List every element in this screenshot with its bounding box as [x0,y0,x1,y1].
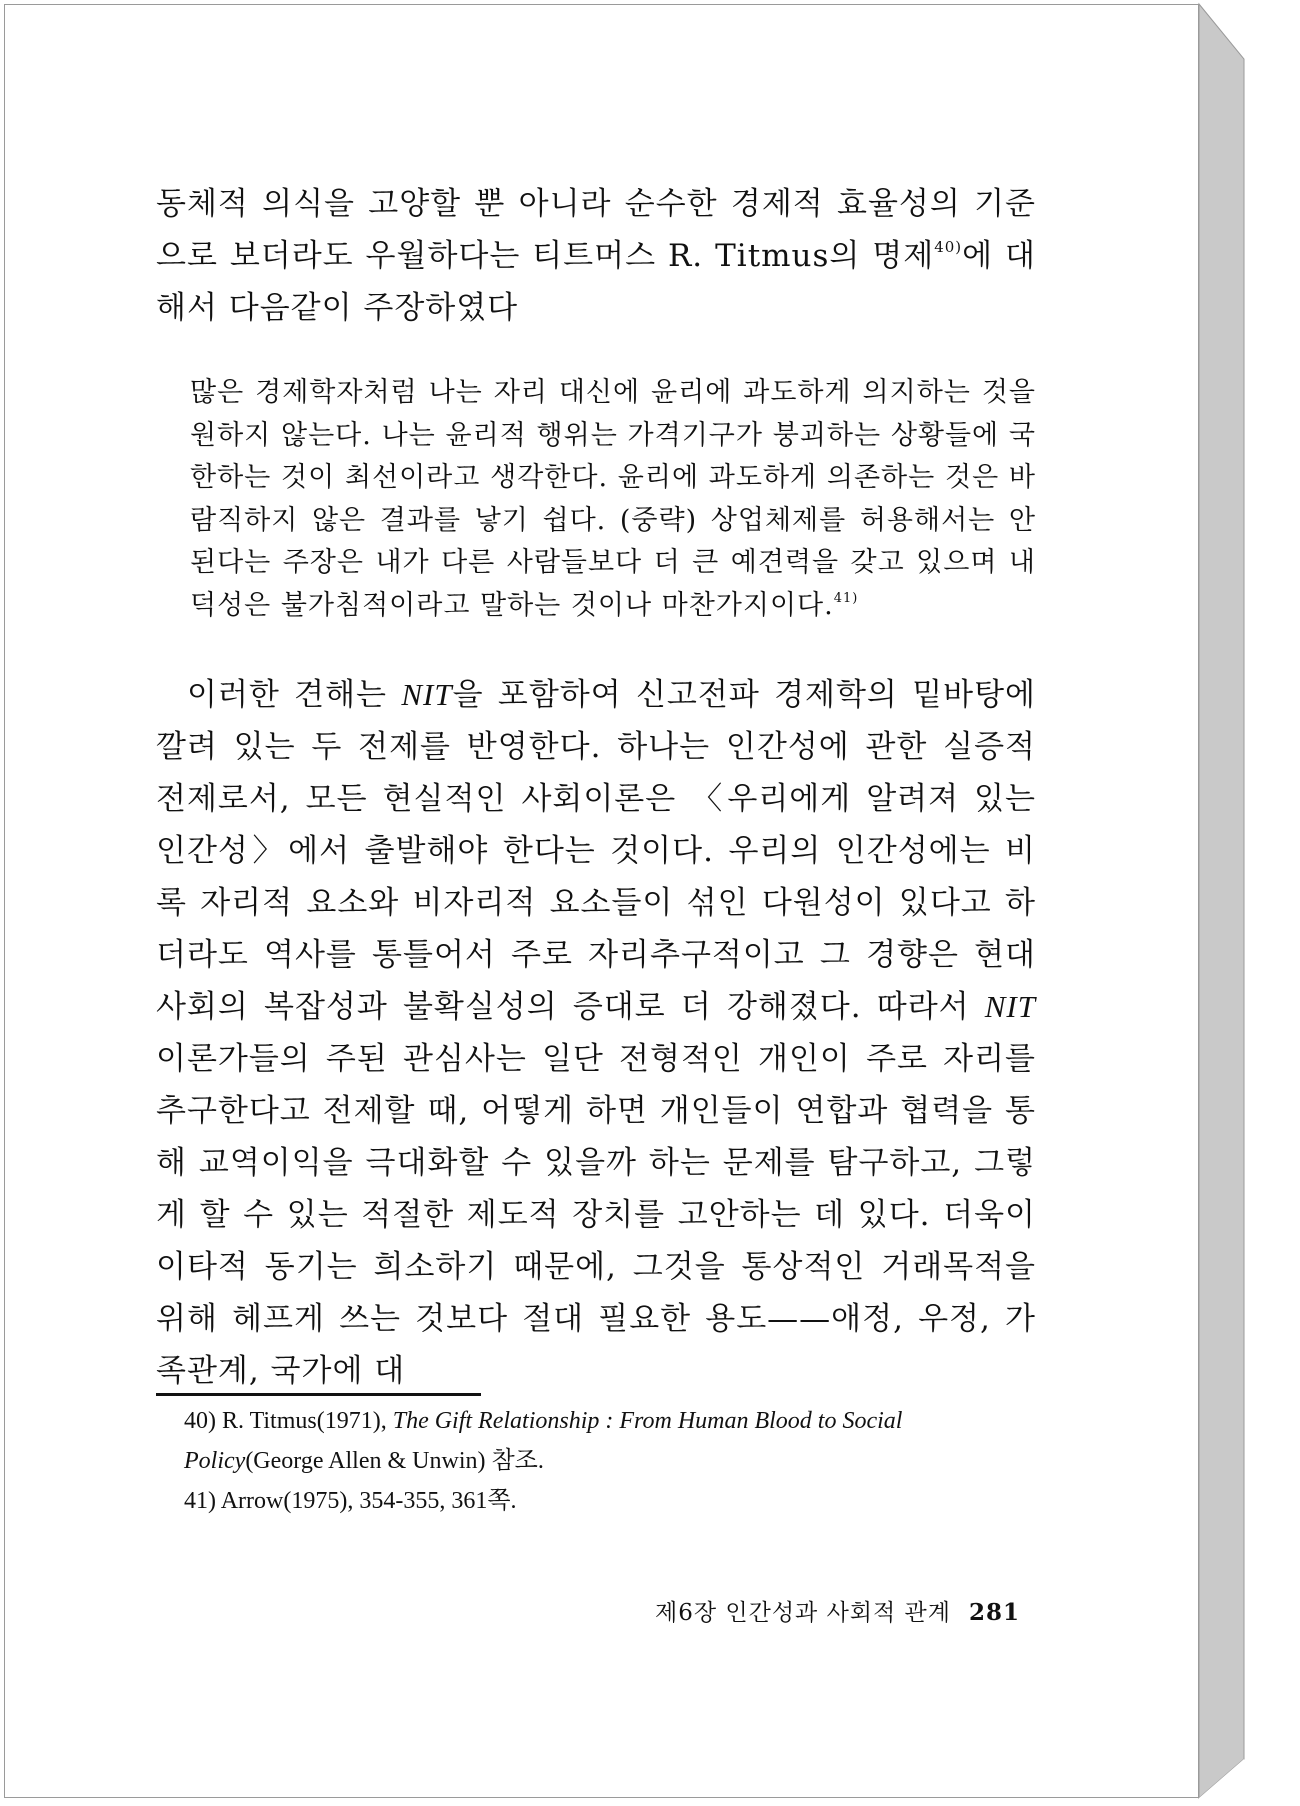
footnote-40-label: 40) [184,1408,216,1434]
footnotes [184,1401,1044,1521]
footnote-40 [184,1401,1044,1481]
block-quote-text: 많은 경제학자처럼 나는 자리 대신에 윤리에 과도하게 의지하는 것을 원하지 않는다. 나는 윤리적 행위는 가격기구가 붕괴하는 상황들에 국한하는 것이 최선이라고 생각한다. 윤리에 과도하게 의존하는 것은 바람직하지 않은 결과를 낳기 쉽다. (중략) 상업체제를 허용해서는 안 된다는 주장은 내가 다른 사람들보다 더 큰 예견력을 갖고 있으며 내 덕성은 불가침적이라고 말하는 것이나 마찬가지이다. [190,377,1036,621]
footnote-ref-41[interactable]: 41) [833,590,859,606]
paragraph-1-text-a: 동체적 의식을 고양할 뿐 아니라 순수한 경제적 효율성의 기준으로 보더라도 우월하다는 티트머스 R. Titmus의 명제 [156,186,1036,274]
block-quote [190,372,1036,627]
footnote-ref-40[interactable]: 40) [934,238,963,256]
page-number: 281 [968,1599,1020,1626]
footnote-40-author: R. Titmus(1971), [222,1408,387,1434]
footnote-40-publisher: (George Allen & Unwin) 참조. [245,1448,544,1474]
paragraph-2-text-a: 이러한 견해는 [187,677,402,713]
body-text [156,178,1036,1397]
page-edge-shading [1199,4,1299,1804]
paragraph-1 [156,178,1036,334]
footnote-41-text: Arrow(1975), 354-355, 361쪽. [220,1488,517,1514]
footnote-40-title: The Gift Relationship : From Human Blood to Social Policy [184,1408,903,1474]
footnote-41-label: 41) [184,1488,216,1514]
footnote-divider [156,1393,481,1396]
footnote-41 [184,1481,1044,1521]
paragraph-2-text-c: 이론가들의 주된 관심사는 일단 전형적인 개인이 주로 자리를 추구한다고 전제할 때, 어떻게 하면 개인들이 연합과 협력을 통해 교역이익을 극대화할 수 있을까 하는 문제를 탐구하고, 그렇게 할 수 있는 적절한 제도적 장치를 고안하는 데 있다. 더욱이 이타적 동기는 희소하기 때문에, 그것을 통상적인 거래목적을 위해 헤프게 쓰는 것보다 절대 필요한 용도——애정, 우정, 가족관계, 국가에 대 [156,1041,1036,1389]
paragraph-1-text-b: 에 대해서 다음같이 주장하였다 [156,238,1036,326]
paragraph-2 [156,669,1036,1397]
running-footer [600,1594,1020,1627]
nit-term: NIT [984,989,1036,1024]
paragraph-2-text-b: 을 포함하여 신고전파 경제학의 밑바탕에 깔려 있는 두 전제를 반영한다. 하나는 인간성에 관한 실증적 전제로서, 모든 현실적인 사회이론은 〈우리에게 알려져 있는 인간성〉에서 출발해야 한다는 것이다. 우리의 인간성에는 비록 자리적 요소와 비자리적 요소들이 섞인 다원성이 있다고 하더라도 역사를 통틀어서 주로 자리추구적이고 그 경향은 현대사회의 복잡성과 불확실성의 증대로 더 강해졌다. 따라서 [156,677,1036,1025]
nit-term: NIT [401,677,453,712]
chapter-title: 제6장 인간성과 사회적 관계 [655,1600,951,1626]
